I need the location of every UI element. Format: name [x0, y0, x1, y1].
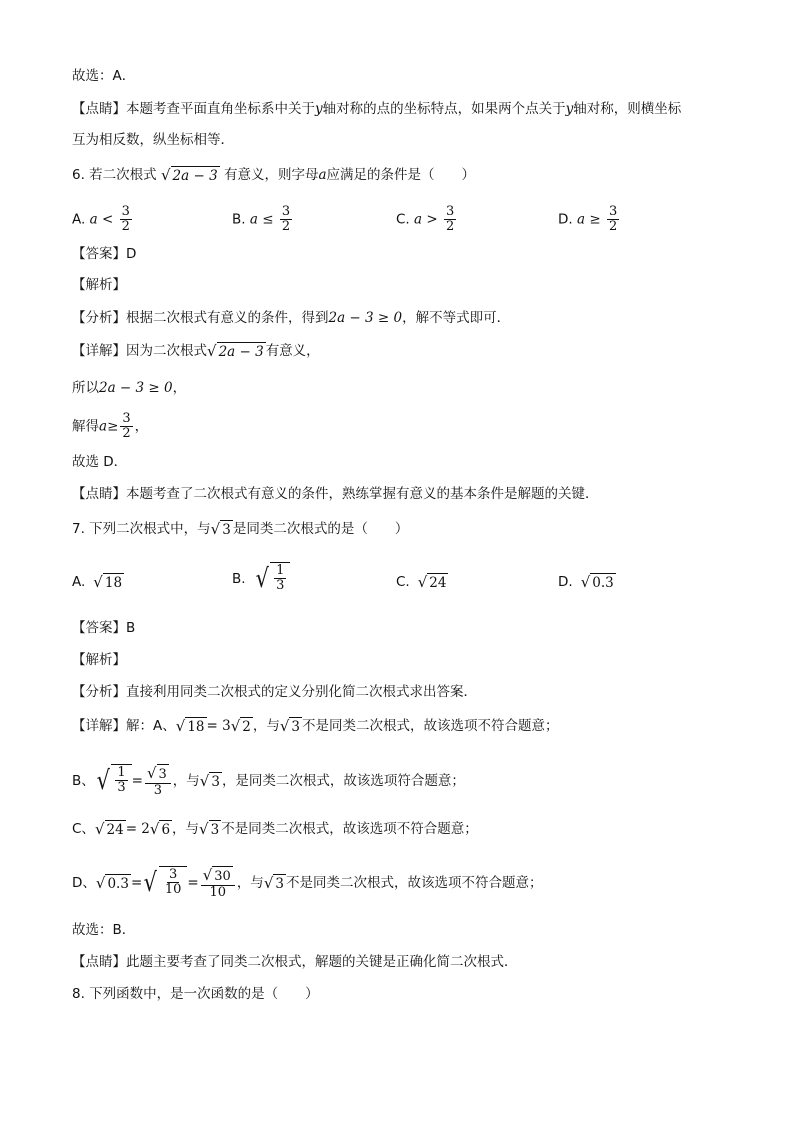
denominator: 3: [276, 578, 285, 593]
text: D、: [72, 875, 96, 891]
q7-detail-a: [72, 716, 559, 736]
numerator: 1: [117, 765, 126, 780]
numerator: 3: [608, 204, 618, 219]
q7-answer: [72, 618, 135, 638]
text: 【分析】直接利用同类二次根式的定义分别化简二次根式求出答案．: [72, 684, 477, 700]
q7-option-b[interactable]: [232, 562, 290, 596]
relation-symbol: >: [426, 211, 438, 228]
q6-analysis: [72, 308, 510, 328]
option-label: D.: [558, 574, 573, 590]
radicand: 3: [210, 821, 220, 838]
math-var: a: [576, 211, 586, 228]
text: 【答案】B: [72, 620, 136, 636]
sqrt-expr: √ 18: [93, 572, 123, 591]
math-var: y: [315, 101, 323, 117]
sqrt-expr: √ 3: [263, 873, 284, 892]
text: 【解析】: [72, 277, 126, 293]
text: 【点睛】本题考查平面直角坐标系中关于: [72, 101, 315, 117]
denominator: 3: [153, 783, 162, 798]
option-label: B.: [232, 571, 246, 587]
option-label: D.: [558, 211, 573, 228]
text: 所以: [72, 380, 99, 396]
sqrt-expr: √ 3: [199, 819, 220, 838]
q7-analysis: [72, 682, 477, 702]
fraction: [120, 412, 132, 441]
text: 7. 下列二次根式中，与: [72, 521, 211, 537]
sqrt-expr: √ 3: [279, 716, 301, 735]
text: 不是同类二次根式，故该选项不符合题意；: [221, 821, 478, 837]
q7-option-a[interactable]: [72, 572, 124, 592]
radicand: 3: [222, 521, 231, 538]
equals: = 2: [125, 821, 150, 837]
relation-symbol: ≥: [589, 211, 601, 228]
sqrt-expr: √ 6: [149, 819, 171, 838]
q6-option-b[interactable]: [232, 205, 294, 234]
sqrt-expr: √ 0.3: [580, 572, 614, 591]
radicand: 2a − 3: [172, 167, 218, 184]
text: 不是同类二次根式，故该选项不符合题意；: [285, 875, 543, 891]
relation-symbol: <: [101, 211, 114, 228]
sqrt-expr: √ 2a − 3: [160, 165, 218, 184]
radicand: 2: [242, 718, 251, 735]
text: 【解析】: [72, 652, 126, 668]
denominator: 2: [445, 219, 455, 234]
denominator: 2: [122, 426, 131, 441]
fraction: [201, 866, 235, 900]
question-7: [72, 519, 408, 539]
inequality: 2a − 3 ≥ 0: [328, 310, 403, 326]
equals: = 3: [206, 718, 231, 734]
sqrt-expr: √ 18: [175, 716, 205, 735]
radicand: 0.3: [107, 875, 129, 892]
radicand: 0.3: [592, 574, 614, 591]
q7-detail-b: [72, 764, 465, 798]
text: 【点睛】此题主要考查了同类二次根式，解题的关键是正确化简二次根式．: [72, 954, 518, 970]
q7-detail-c: [72, 819, 478, 839]
text: B、: [72, 773, 95, 789]
denominator: 10: [209, 885, 227, 900]
text: 故选：B．: [72, 922, 136, 938]
q7-option-c[interactable]: [396, 572, 448, 592]
q6-answer: [72, 244, 136, 264]
text: ，: [172, 380, 187, 396]
review-note-cont: [72, 130, 234, 150]
radicand: 3: [291, 718, 301, 735]
text: 应满足的条件是（ ）: [326, 167, 476, 183]
text: 轴对称的点的坐标特点，如果两个点关于: [322, 101, 566, 117]
sqrt-expr: √ 3: [210, 519, 231, 538]
text: ，: [134, 418, 149, 435]
denominator: 2: [281, 219, 291, 234]
q6-detail: [72, 341, 320, 361]
text: ，与: [252, 718, 280, 734]
denominator: 3: [117, 780, 126, 795]
text: 故选 D．: [72, 454, 128, 470]
radicand: 18: [187, 718, 205, 735]
radicand: 3: [275, 875, 284, 892]
numerator: 3: [281, 204, 291, 219]
relation-symbol: ≥: [107, 418, 119, 435]
text: C、: [72, 821, 95, 837]
radicand: 24: [106, 821, 124, 838]
text: ，解不等式即可．: [402, 310, 511, 326]
text: 轴对称，则横坐标: [573, 101, 682, 117]
question-8: [72, 984, 319, 1004]
math-var: y: [565, 101, 574, 117]
text: 是同类二次根式的是（ ）: [232, 521, 409, 537]
q6-option-c[interactable]: [396, 205, 458, 234]
sqrt-expr: √ 24: [417, 572, 447, 591]
option-label: A.: [72, 574, 86, 590]
q6-analysis-heading: [72, 275, 126, 295]
q6-so: [72, 378, 186, 398]
text: 【详解】因为二次根式: [72, 343, 207, 359]
relation-symbol: ≤: [262, 211, 274, 228]
math-var: a: [89, 211, 98, 228]
text: ，与: [172, 773, 200, 789]
radicand: 18: [104, 574, 123, 591]
sqrt-expr: √ 24: [94, 819, 124, 838]
radicand: 24: [429, 574, 447, 591]
numerator: 1: [276, 563, 285, 578]
sqrt-fraction: √ $\frac{3}{10}$: [142, 866, 187, 900]
text: 【分析】根据二次根式有意义的条件，得到: [72, 310, 329, 326]
q7-analysis-heading: [72, 650, 126, 670]
q6-option-a[interactable]: [72, 205, 134, 234]
q6-choose: [72, 452, 127, 472]
text: ，与: [236, 875, 264, 891]
answer-choice-line: [72, 66, 135, 86]
q7-review: [72, 952, 518, 972]
fraction: [145, 764, 171, 798]
denominator: 10: [164, 882, 182, 897]
text: ，是同类二次根式，故该选项符合题意；: [221, 773, 465, 789]
inequality: 2a − 3 ≥ 0: [99, 380, 173, 396]
text: 不是同类二次根式，故该选项不符合题意；: [302, 718, 559, 734]
fraction: [120, 205, 132, 234]
text: 6. 若二次根式: [72, 167, 157, 183]
q7-option-d[interactable]: [558, 572, 616, 592]
math-var: a: [249, 211, 258, 228]
numerator: 3: [121, 204, 130, 219]
option-label: A.: [72, 211, 86, 228]
radicand: 30: [212, 866, 233, 885]
sqrt-expr: √ 30: [202, 866, 231, 884]
text: 【详解】解：A、: [72, 718, 176, 734]
sqrt-expr: √ 2a − 3: [207, 341, 264, 360]
sqrt-fraction: √ $\frac{1}{3}$: [95, 764, 132, 798]
option-label: B.: [232, 211, 246, 228]
denominator: 2: [608, 219, 618, 234]
text: 互为相反数，纵坐标相等．: [72, 132, 234, 148]
text: 【答案】D: [72, 246, 137, 262]
math-var: a: [318, 167, 327, 183]
option-label: C.: [396, 211, 410, 228]
q6-solve: [72, 412, 148, 441]
fraction: [444, 205, 456, 234]
radicand: 6: [161, 821, 171, 838]
numerator: 3: [445, 204, 455, 219]
text: 8. 下列函数中，是一次函数的是（ ）: [72, 986, 319, 1002]
sqrt-expr: √ 0.3: [95, 873, 129, 892]
radicand: 3: [211, 773, 220, 790]
sqrt-fraction: √ $\frac{1}{3}$: [254, 562, 291, 596]
equals: =: [187, 875, 199, 891]
text: 有意义，则字母: [223, 167, 319, 183]
text: 【点睛】本题考查了二次根式有意义的条件，熟练掌握有意义的基本条件是解题的关键．: [72, 486, 599, 502]
fraction: [280, 205, 292, 234]
review-note: [72, 99, 681, 119]
numerator: 3: [168, 867, 178, 882]
equals: =: [130, 875, 143, 891]
denominator: 2: [121, 219, 130, 234]
sqrt-expr: √ 3: [146, 764, 167, 782]
numerator: 3: [122, 411, 131, 426]
radicand: 3: [157, 764, 169, 783]
q7-choose: [72, 920, 135, 940]
q6-review: [72, 484, 599, 504]
fraction: [607, 205, 619, 234]
question-6: [72, 165, 475, 185]
equals: =: [131, 773, 143, 789]
option-label: C.: [396, 574, 410, 590]
math-var: a: [414, 211, 423, 228]
sqrt-expr: √ 3: [199, 771, 220, 790]
text: 故选：A．: [72, 68, 136, 84]
q7-detail-d: [72, 866, 542, 900]
q6-option-d[interactable]: [558, 205, 621, 234]
radicand: 2a − 3: [218, 343, 264, 360]
text: 解得: [72, 418, 99, 435]
text: ，与: [172, 821, 200, 837]
math-var: a: [99, 418, 108, 435]
sqrt-expr: √ 2: [230, 716, 251, 735]
text: 有意义，: [265, 343, 320, 359]
